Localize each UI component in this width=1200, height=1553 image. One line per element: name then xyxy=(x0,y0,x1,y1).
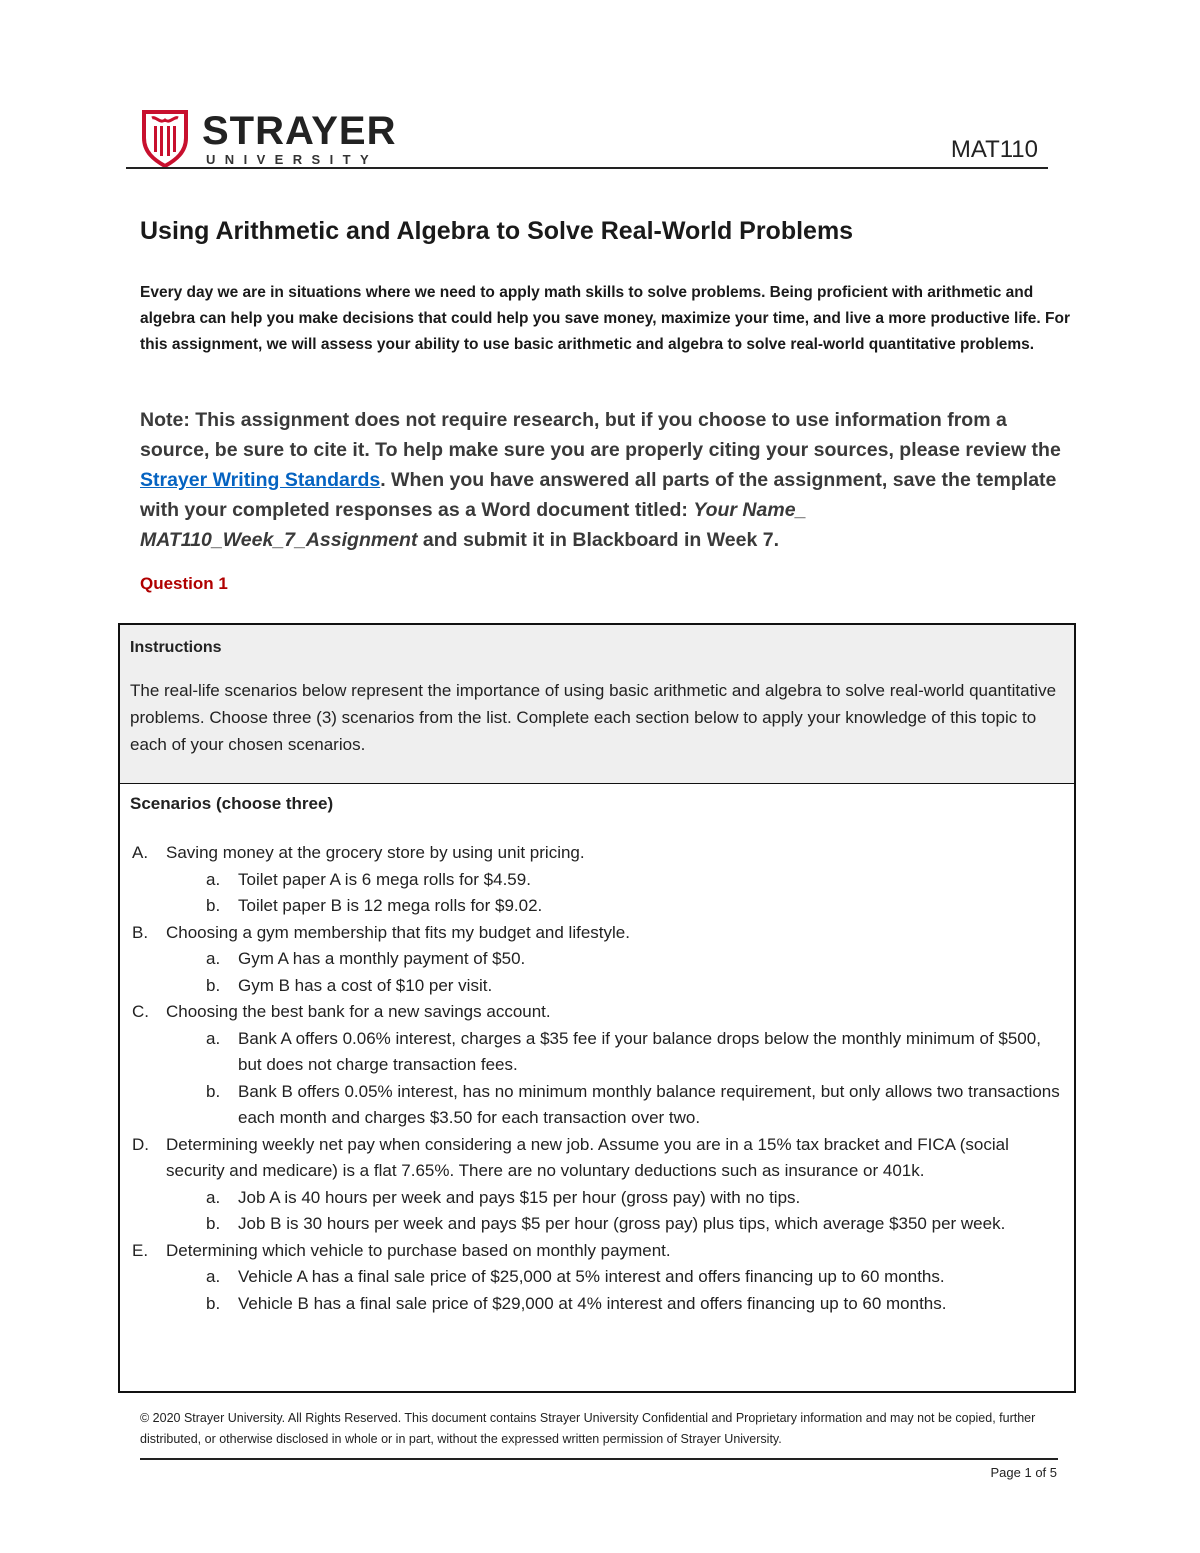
scenario-option xyxy=(130,1291,1064,1318)
scenario-option xyxy=(130,1026,1064,1079)
scenario-item xyxy=(130,1132,1064,1185)
option-text: Gym A has a monthly payment of $50. xyxy=(238,949,526,968)
scenario-text: Choosing a gym membership that fits my budget and lifestyle. xyxy=(166,922,630,942)
scenarios-cell xyxy=(120,784,1074,1317)
page-header xyxy=(140,104,1048,170)
instructions-heading: Instructions xyxy=(130,639,222,656)
scenario-marker: C. xyxy=(132,1002,149,1021)
option-text: Vehicle B has a final sale price of $29,000 at 4% interest and offers financing up to 60 months. xyxy=(238,1293,947,1313)
note-text-3: and submit it in Blackboard in Week 7. xyxy=(417,529,780,551)
note-paragraph xyxy=(140,405,1070,555)
option-marker: a. xyxy=(206,949,221,968)
shield-icon xyxy=(140,108,190,168)
scenario-list xyxy=(130,840,1064,1317)
page-title: Using Arithmetic and Algebra to Solve Real-World Problems xyxy=(140,217,854,245)
intro-paragraph: Every day we are in situations where we need to apply math skills to solve problems. Being proficient with arithmetic and algebra can help you make decisions that could help you save money, maximize your time, and live a more productive life. For this assignment, we will assess your ability to use basic arithmetic and algebra to solve real-world quantitative problems. xyxy=(140,284,1070,353)
scenario-option xyxy=(130,1264,1064,1291)
option-text: Gym B has a cost of $10 per visit. xyxy=(238,975,493,995)
scenario-option xyxy=(130,893,1064,920)
option-marker: a. xyxy=(206,869,221,889)
strayer-logo xyxy=(140,108,400,168)
scenario-item xyxy=(130,840,1064,867)
option-marker: a. xyxy=(206,1187,221,1207)
option-text: Toilet paper A is 6 mega rolls for $4.59. xyxy=(238,869,531,889)
option-text: Toilet paper B is 12 mega rolls for $9.02. xyxy=(238,896,543,915)
option-marker: b. xyxy=(206,1214,221,1233)
brand-subtitle: UNIVERSITY xyxy=(206,152,379,167)
scenario-option xyxy=(130,1185,1064,1212)
footer-divider xyxy=(140,1458,1058,1460)
header-divider xyxy=(126,167,1048,169)
scenario-text: Determining weekly net pay when considering a new job. Assume you are in a 15% tax bracket and FICA (social security and medicare) is a flat 7.65%. There are no voluntary deductions such as insurance or 401k. xyxy=(166,1134,1009,1180)
scenario-marker: A. xyxy=(132,843,149,862)
scenario-marker: D. xyxy=(132,1134,149,1154)
scenario-text: Determining which vehicle to purchase based on monthly payment. xyxy=(166,1240,671,1260)
option-marker: b. xyxy=(206,1293,221,1313)
scenarios-heading: Scenarios (choose three) xyxy=(130,794,334,813)
option-text: Job A is 40 hours per week and pays $15 per hour (gross pay) with no tips. xyxy=(238,1187,801,1207)
scenario-text: Saving money at the grocery store by using unit pricing. xyxy=(166,843,585,862)
scenario-option xyxy=(130,946,1064,973)
option-marker: b. xyxy=(206,1081,221,1101)
filename-part-1: Your Name_ xyxy=(693,499,807,521)
option-marker: a. xyxy=(206,1028,221,1048)
scenario-option xyxy=(130,867,1064,894)
option-text: Bank A offers 0.06% interest, charges a $35 fee if your balance drops below the monthly minimum of $500, but does not charge transaction fees. xyxy=(238,1028,1041,1074)
scenario-marker: B. xyxy=(132,922,149,942)
scenario-marker: E. xyxy=(132,1240,149,1260)
brand-name: STRAYER xyxy=(202,109,397,153)
writing-standards-link[interactable]: Strayer Writing Standards xyxy=(140,469,381,491)
scenario-option xyxy=(130,1079,1064,1132)
instructions-cell xyxy=(120,625,1074,784)
page-number: Page 1 of 5 xyxy=(990,1465,1057,1480)
scenario-text: Choosing the best bank for a new savings account. xyxy=(166,1002,551,1021)
filename-part-2: MAT110_Week_7_Assignment xyxy=(140,529,418,551)
option-marker: a. xyxy=(206,1267,221,1286)
instructions-text: The real-life scenarios below represent the importance of using basic arithmetic and algebra to solve real-world quantitative problems. Choose three (3) scenarios from the list. Complete each section below to apply your knowledge of this topic to each of your chosen scenarios. xyxy=(130,681,1057,754)
scenario-item xyxy=(130,920,1064,947)
option-marker: b. xyxy=(206,896,221,915)
option-marker: b. xyxy=(206,975,221,995)
scenario-option xyxy=(130,973,1064,1000)
scenario-item xyxy=(130,1238,1064,1265)
scenario-option xyxy=(130,1211,1064,1238)
option-text: Job B is 30 hours per week and pays $5 per hour (gross pay) plus tips, which average $350 per week. xyxy=(238,1214,1006,1233)
note-text-1: Note: This assignment does not require research, but if you choose to use information from a source, be sure to cite it. To help make sure you are properly citing your sources, please review the xyxy=(140,409,1061,461)
scenario-item xyxy=(130,999,1064,1026)
option-text: Bank B offers 0.05% interest, has no minimum monthly balance requirement, but only allows two transactions each month and charges $3.50 for each transaction over two. xyxy=(238,1081,1060,1127)
option-text: Vehicle A has a final sale price of $25,000 at 5% interest and offers financing up to 60 months. xyxy=(238,1267,945,1286)
question-label: Question 1 xyxy=(140,574,228,593)
question-table xyxy=(118,623,1076,1393)
note-text-2: . When you have answered all parts of the assignment, save the template with your completed responses as a Word document titled: xyxy=(140,469,1057,521)
copyright-notice: © 2020 Strayer University. All Rights Reserved. This document contains Strayer University Confidential and Proprietary information and may not be copied, further distributed, or otherwise disclosed in whole or in part, without the expressed written permission of Strayer University. xyxy=(140,1411,1036,1446)
course-code: MAT110 xyxy=(950,136,1038,163)
